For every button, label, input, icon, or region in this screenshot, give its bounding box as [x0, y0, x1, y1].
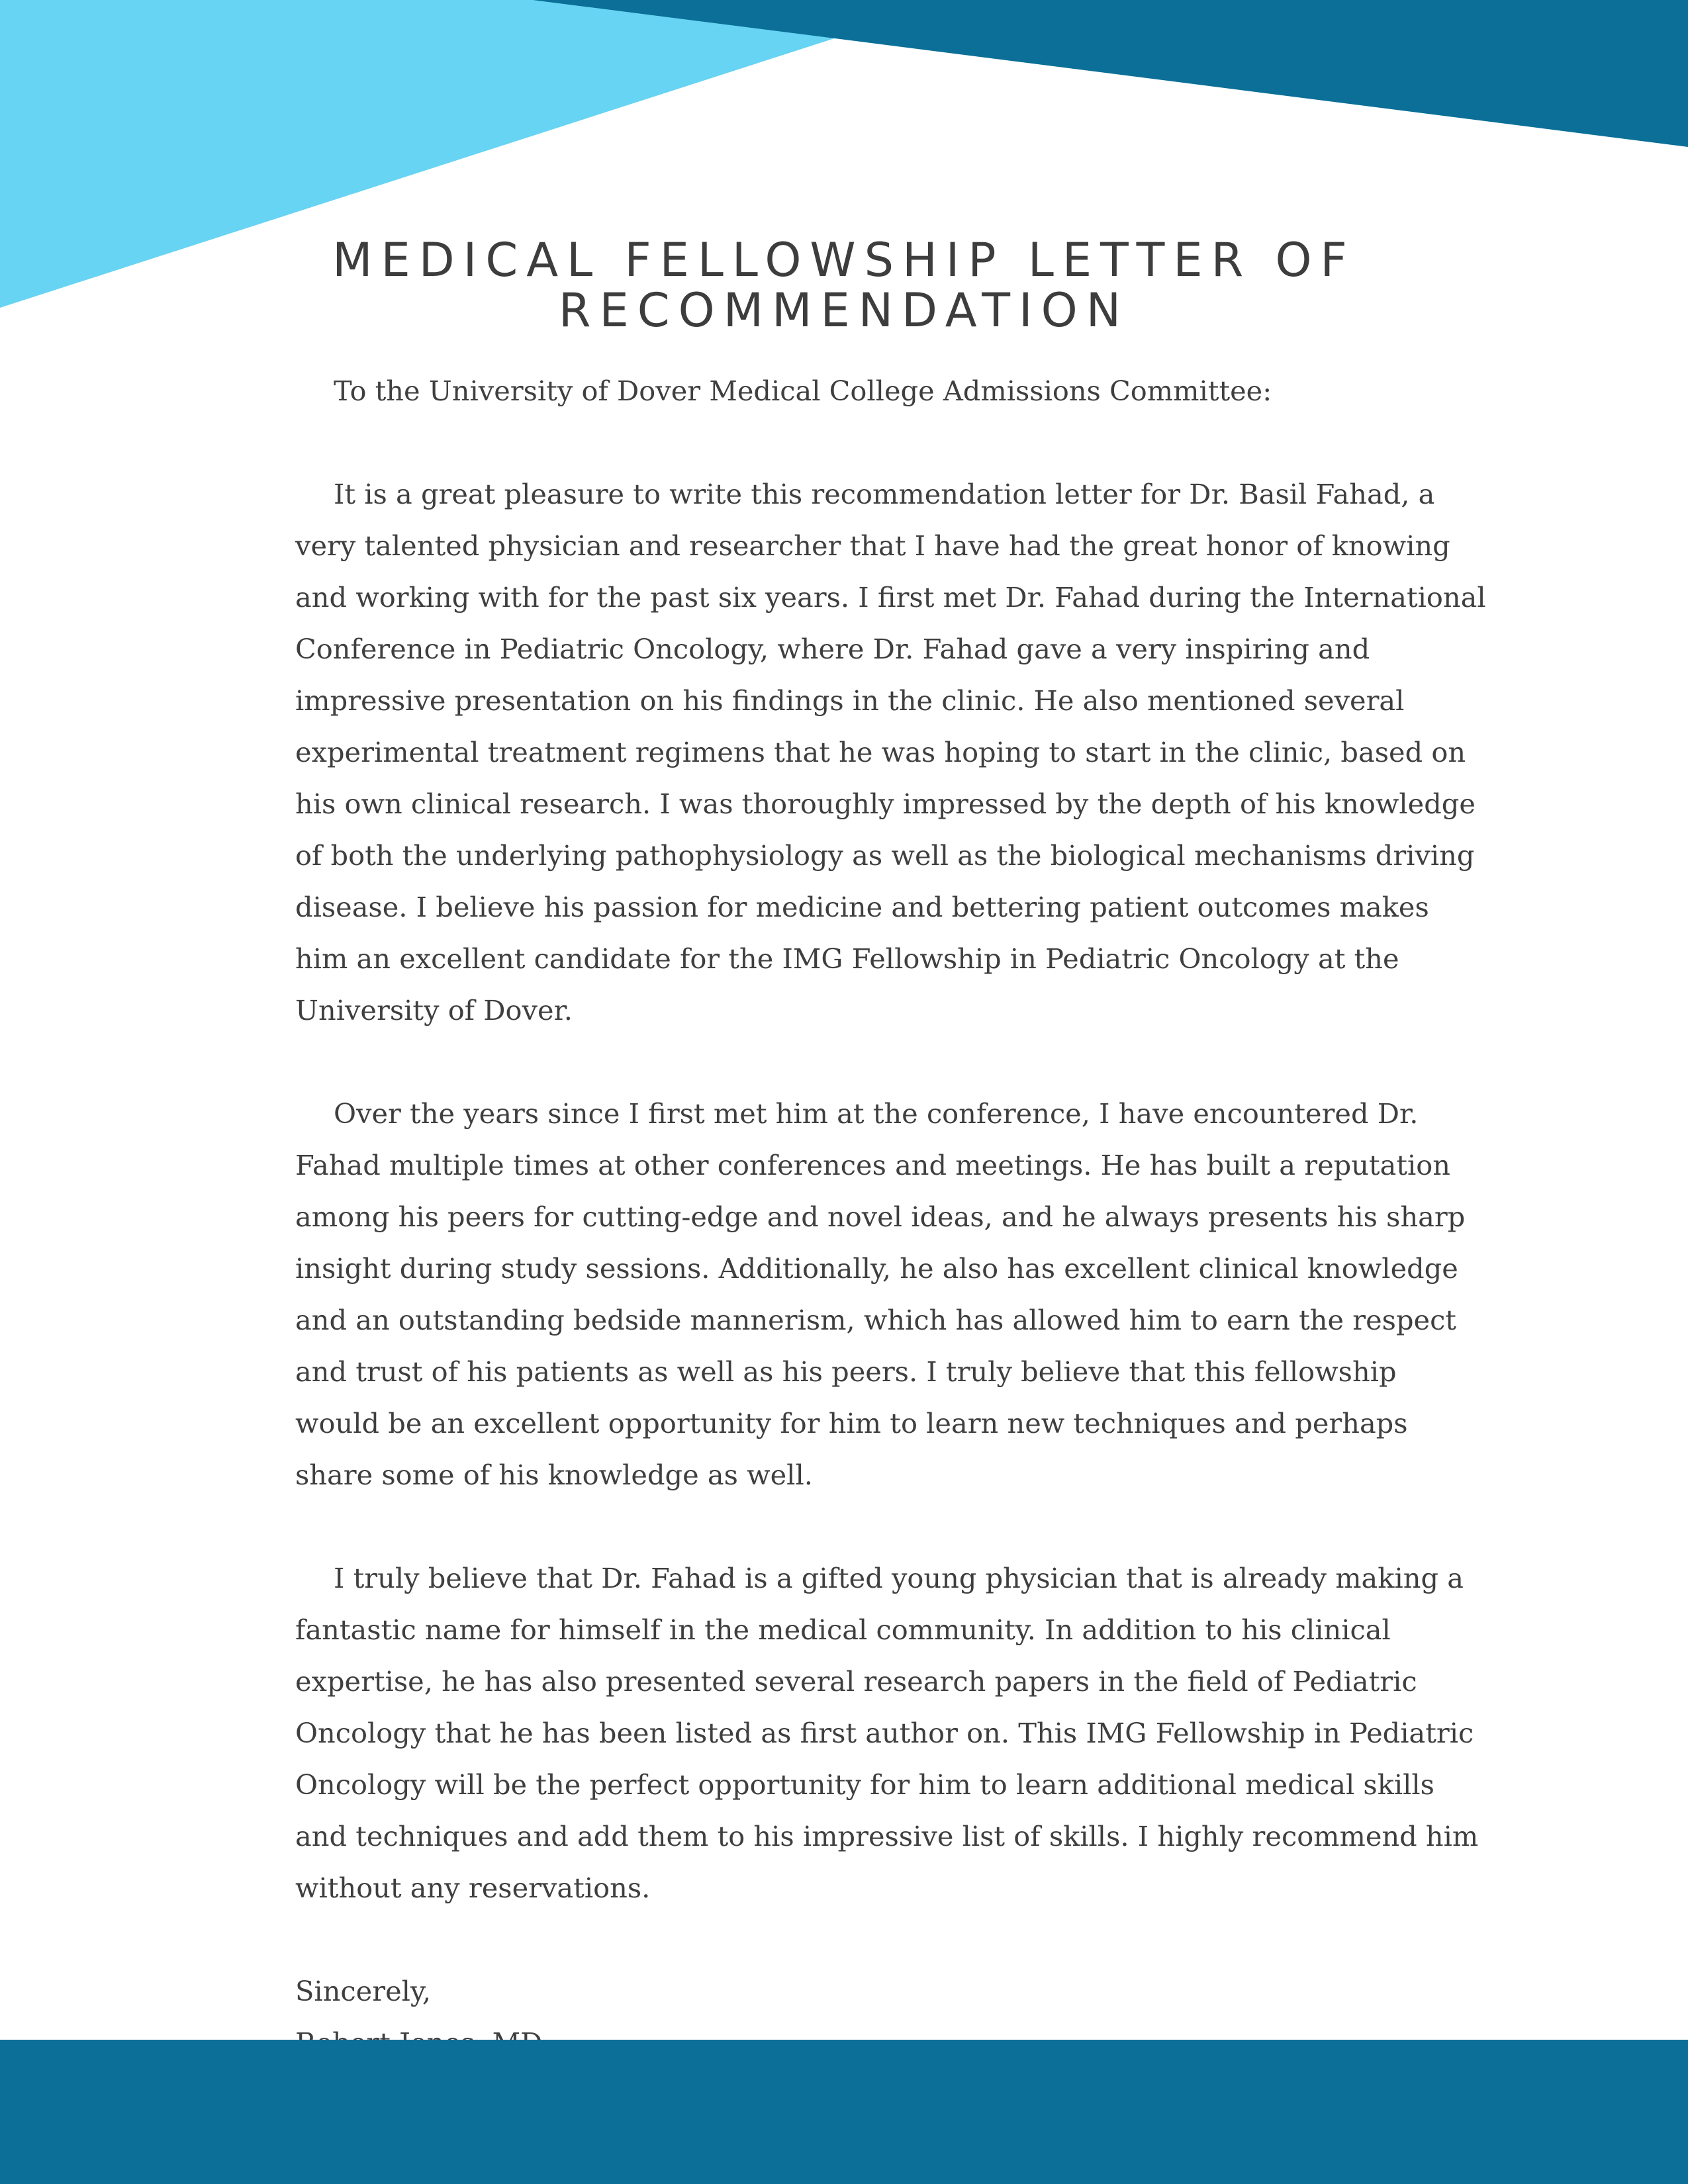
paragraph-2: Over the years since I first met him at the conference, I have encountered Dr. Fahad multiple times at other conferences and meetings. He has built a reputation among his peers for cutting-edge and novel ideas, and he always presents his sharp insight during study sessions. Additionally, he also has excellent clinical knowledge and an outstanding bedside mannerism, which has allowed him to earn the respect and trust of his patients as well as his peers. I truly believe that this fellowship would be an excellent opportunity for him to learn new techniques and perhaps share some of his knowledge as well.: [295, 1097, 1466, 1491]
letter-title: MEDICAL FELLOWSHIP LETTER OF RECOMMENDATION: [332, 233, 1356, 338]
salutation: To the University of Dover Medical College Admissions Committee:: [334, 375, 1272, 407]
paragraph-1: It is a great pleasure to write this recommendation letter for Dr. Basil Fahad, a very talented physician and researcher that I have had the great honor of knowing and working with for the past six years. I first met Dr. Fahad during the International Conference in Pediatric Oncology, where Dr. Fahad gave a very inspiring and impressive presentation on his findings in the clinic. He also mentioned several experimental treatment regimens that he was hoping to start in the clinic, based on his own clinical research. I was thoroughly impressed by the depth of his knowledge of both the underlying pathophysiology as well as the biological mechanisms driving disease. I believe his passion for medicine and bettering patient outcomes makes him an excellent candidate for the IMG Fellowship in Pediatric Oncology at the University of Dover.: [295, 478, 1486, 1026]
paragraph-3: I truly believe that Dr. Fahad is a gifted young physician that is already making a fantastic name for himself in the medical community. In addition to his clinical expertise, he has also presented several research papers in the field of Pediatric Oncology that he has been listed as first author on. This IMG Fellowship in Pediatric Oncology will be the perfect opportunity for him to learn additional medical skills and techniques and add them to his impressive list of skills. I highly recommend him without any reservations.: [295, 1562, 1479, 1904]
closing: Sincerely,: [295, 1975, 432, 2007]
letter-body: [295, 365, 1487, 2172]
footer-band: [0, 2040, 1688, 2184]
